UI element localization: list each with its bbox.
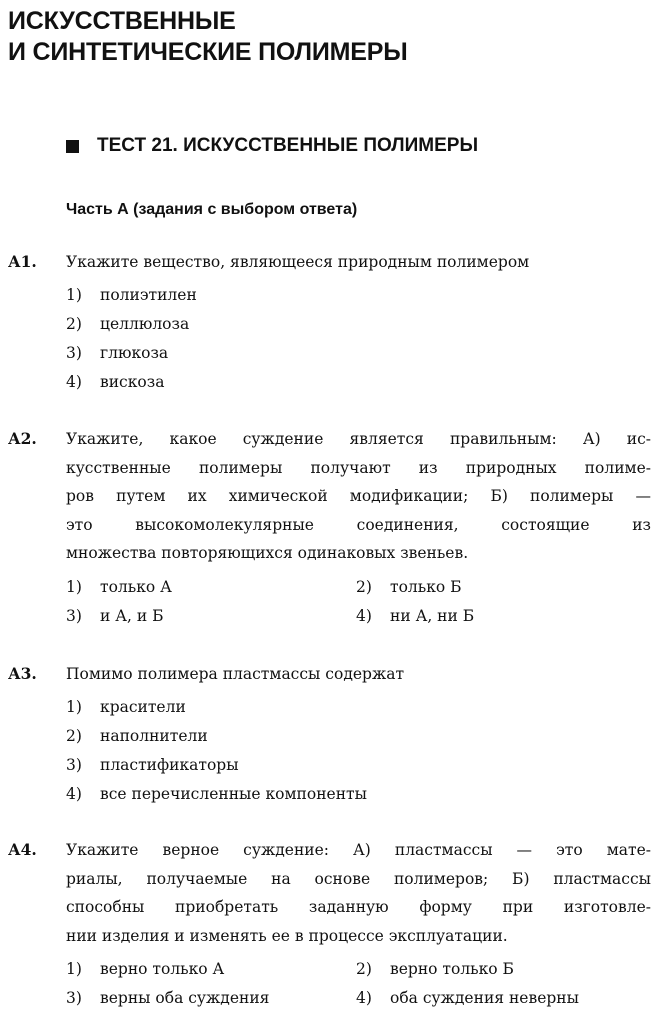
answer-option <box>356 984 646 1013</box>
option-number: 4) <box>356 989 372 1007</box>
test-heading-text: ТЕСТ 21. ИСКУССТВЕННЫЕ ПОЛИМЕРЫ <box>97 135 479 156</box>
chapter-title-line-2: И СИНТЕТИЧЕСКИЕ ПОЛИМЕРЫ <box>8 38 408 66</box>
question-number: А3. <box>8 664 37 683</box>
answer-option <box>66 751 651 780</box>
question-text <box>66 248 651 277</box>
question-text <box>66 836 651 950</box>
option-number: 1) <box>66 960 82 978</box>
option-number: 3) <box>66 989 82 1007</box>
option-number: 4) <box>66 785 82 803</box>
option-text: вискоза <box>100 373 165 391</box>
question-text-line: нии изделия и изменять ее в процессе эксплуатации. <box>66 926 508 945</box>
question-text-line: риалы, получаемые на основе полимеров; Б) пластмассы <box>66 869 651 888</box>
question-text-line: это высокомолекулярные соединения, состоящие из <box>66 515 651 534</box>
chapter-title <box>8 6 407 68</box>
part-heading: Часть А (задания с выбором ответа) <box>66 201 358 218</box>
answer-option <box>66 368 651 397</box>
option-text: верны оба суждения <box>100 989 270 1007</box>
answer-options <box>66 955 651 1013</box>
answer-options <box>66 693 651 809</box>
answer-option <box>66 955 356 984</box>
answer-option <box>66 310 651 339</box>
question-number: А2. <box>8 429 37 448</box>
option-text: оба суждения неверны <box>390 989 579 1007</box>
option-text: красители <box>100 698 186 716</box>
option-text: только Б <box>390 578 462 596</box>
option-number: 2) <box>66 315 82 333</box>
option-text: только А <box>100 578 172 596</box>
option-text: пластификаторы <box>100 756 239 774</box>
option-text: верно только Б <box>390 960 514 978</box>
option-number: 1) <box>66 286 82 304</box>
question-text-line: Укажите верное суждение: А) пластмассы — это мате- <box>66 841 651 859</box>
answer-options <box>66 281 651 397</box>
option-text: целлюлоза <box>100 315 190 333</box>
option-number: 3) <box>66 607 82 625</box>
option-text: полиэтилен <box>100 286 197 304</box>
option-number: 1) <box>66 698 82 716</box>
answer-option <box>66 281 651 310</box>
question-number: А4. <box>8 840 37 859</box>
answer-option <box>66 573 356 602</box>
answer-option <box>66 339 651 368</box>
square-bullet-icon <box>66 140 79 153</box>
question-text-line: Помимо полимера пластмассы содержат <box>66 665 405 683</box>
answer-option <box>356 573 646 602</box>
option-number: 3) <box>66 344 82 362</box>
option-number: 2) <box>66 727 82 745</box>
question-text <box>66 425 651 568</box>
question-text-line: Укажите вещество, являющееся природным полимером <box>66 253 530 271</box>
question-text-line: ров путем их химической модификации; Б) полимеры — <box>66 487 651 505</box>
question-text-line: кусственные полимеры получают из природных полиме- <box>66 458 651 477</box>
option-text: верно только А <box>100 960 225 978</box>
answer-option <box>66 722 651 751</box>
test-heading <box>66 134 478 158</box>
question-text-line: множества повторяющихся одинаковых звеньев. <box>66 544 469 562</box>
option-text: ни А, ни Б <box>390 607 475 625</box>
option-number: 3) <box>66 756 82 774</box>
answer-option <box>66 602 356 631</box>
answer-option <box>356 955 646 984</box>
option-text: и А, и Б <box>100 607 164 625</box>
option-number: 1) <box>66 578 82 596</box>
answer-option <box>66 780 651 809</box>
option-text: глюкоза <box>100 344 169 362</box>
question-number: А1. <box>8 252 37 271</box>
chapter-title-line-1: ИСКУССТВЕННЫЕ <box>8 7 236 35</box>
answer-option <box>356 602 646 631</box>
option-number: 2) <box>356 578 372 596</box>
question-text <box>66 660 651 689</box>
answer-options <box>66 573 651 631</box>
option-number: 4) <box>66 373 82 391</box>
option-number: 4) <box>356 607 372 625</box>
option-text: все перечисленные компоненты <box>100 785 367 803</box>
question-text-line: способны приобретать заданную форму при изготовле- <box>66 898 651 916</box>
answer-option <box>66 693 651 722</box>
option-number: 2) <box>356 960 372 978</box>
question-text-line: Укажите, какое суждение является правильным: А) ис- <box>66 430 651 448</box>
answer-option <box>66 984 356 1013</box>
option-text: наполнители <box>100 727 208 745</box>
